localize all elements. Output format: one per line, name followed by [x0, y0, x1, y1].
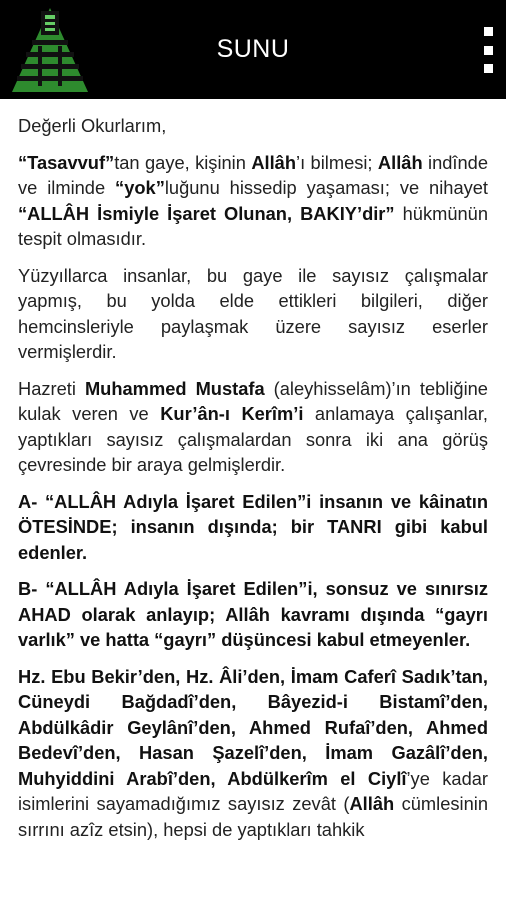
- app-bar: [0, 0, 506, 99]
- article-paragraph: [18, 263, 488, 365]
- bold-text: A- “ALLÂH Adıyla İşaret Edilen”i insanın ve kâinatın ÖTESİNDE; insanın dışında; bir TANRI gibi kabul edenler.: [18, 490, 488, 563]
- text-segment: luğunu hissedip yaşaması; ve nihayet: [164, 177, 489, 198]
- bold-text: “yok”: [115, 177, 165, 198]
- bold-text: “ALLÂH İsmiyle İşaret Olunan, BAKIY’dir”: [18, 202, 395, 224]
- bold-text: Hz. Ebu Bekir’den, Hz. Âli’den, İmam Caferî Sadık’tan, Cüneydi Bağdadî’den, Bâyezid-i Bistamî’den, Abdülkâdir Geylânî’den, Ahmed Rufaî’den, Ahmed Bedevî’den, Hasan Şazelî’den, İmam Gazâlî’den, Muhyiddini Arabî’den, Abdülkerîm el Ciylî: [18, 665, 488, 789]
- article-paragraph: [18, 664, 488, 843]
- text-segment: Yüzyıllarca insanlar, bu gaye ile sayısız çalışmalar yapmış, bu yolda elde ettikleri bilgileri, diğer hemcinsleriyle paylaşmak üzere sayısız eserler vermişlerdir.: [18, 264, 488, 362]
- bold-text: Kur’ân-ı Kerîm’i: [160, 403, 304, 424]
- text-segment: hükmünün tespit olmasıdır.: [18, 202, 489, 249]
- text-segment: Değerli Okurlarım,: [18, 115, 167, 136]
- bold-text: “Tasavvuf”: [18, 151, 115, 173]
- text-segment: indînde ve ilminde: [18, 151, 488, 198]
- text-segment: anlamaya çalışanlar, yaptıkları sayısız çalışmalardan sonra iki ana görüş çevresinde bir araya gelmişlerdir.: [18, 403, 488, 475]
- text-segment: ’ye kadar isimlerini sayamadığımız sayısız zevât (: [18, 767, 488, 814]
- bold-text: Allâh: [251, 151, 297, 173]
- overflow-menu-icon[interactable]: [478, 27, 498, 73]
- text-segment: cümlesinin sırrını azîz etsin), hepsi de yaptıkları tahkik: [18, 793, 488, 840]
- article-paragraph: [18, 150, 488, 252]
- bold-text: Muhammed Mustafa: [84, 377, 265, 399]
- text-segment: (aleyhisselâm)’ın tebliğine kulak veren ve: [18, 377, 488, 424]
- text-segment: ’ı bilmesi;: [296, 151, 378, 173]
- article-paragraph: [18, 376, 488, 478]
- text-segment: tan gaye, kişinin: [114, 151, 252, 173]
- article-paragraph: [18, 576, 488, 653]
- bold-text: Allâh: [349, 793, 395, 814]
- bold-text: B- “ALLÂH Adıyla İşaret Edilen”i, sonsuz ve sınırsız AHAD olarak anlayıp; Allâh kavramı dışında “gayrı varlık” ve hatta “gayrı” düşüncesi kabul etmeyenler.: [18, 578, 488, 650]
- article-paragraph: [18, 113, 488, 139]
- page-title: SUNU: [216, 35, 290, 63]
- bold-text: Allâh: [377, 151, 423, 173]
- article-body: [0, 99, 506, 842]
- text-segment: Hazreti: [18, 377, 85, 399]
- article-paragraph: [18, 489, 488, 566]
